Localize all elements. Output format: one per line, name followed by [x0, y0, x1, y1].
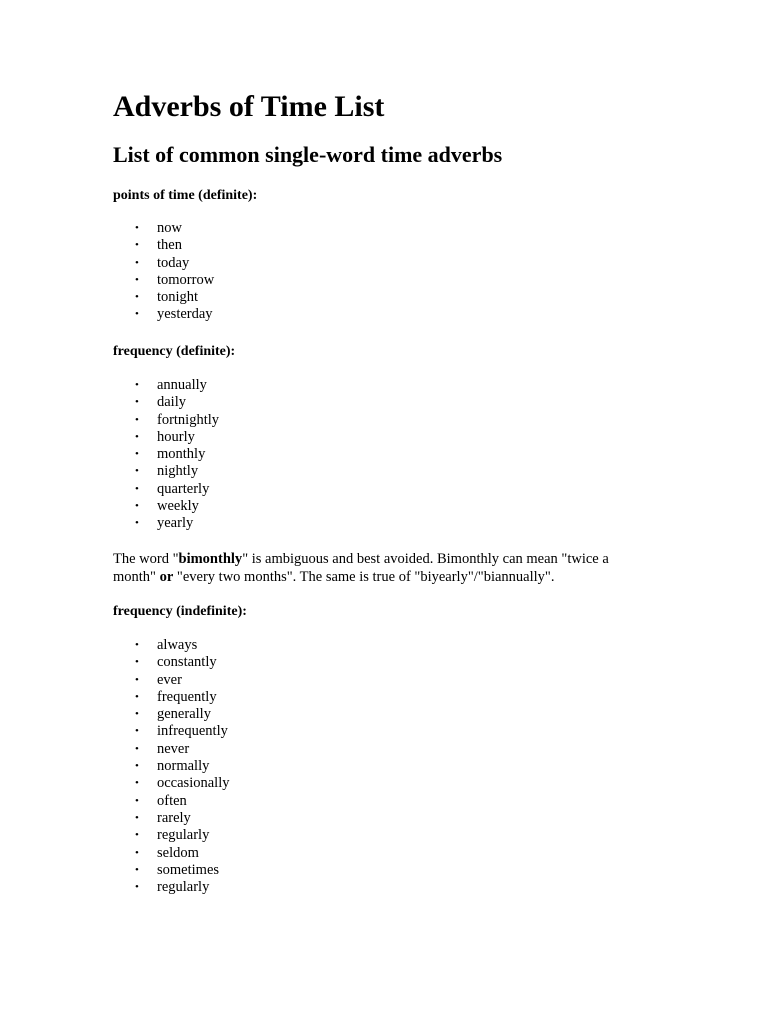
list-item	[113, 481, 219, 498]
page-title: Adverbs of Time List	[113, 90, 385, 123]
bullet-icon: •	[135, 482, 139, 495]
adverb-text: daily	[157, 394, 186, 411]
note-text: The word "	[113, 551, 179, 567]
adverb-text: occasionally	[157, 775, 230, 792]
bullet-icon: •	[135, 639, 139, 651]
adverb-text: monthly	[157, 446, 206, 463]
list-item	[113, 654, 229, 671]
adverb-text: yearly	[157, 515, 194, 532]
section-heading-frequency-definite: frequency (definite):	[113, 344, 236, 359]
bullet-icon: •	[135, 239, 139, 252]
list-item	[113, 220, 214, 237]
bullet-icon: •	[135, 690, 139, 703]
page-subtitle: List of common single-word time adverbs	[113, 142, 503, 167]
note-term-or: or	[159, 569, 174, 585]
adverb-text: never	[157, 740, 190, 757]
bullet-icon: •	[135, 863, 139, 876]
bullet-icon: •	[135, 811, 139, 824]
adverb-text: tonight	[157, 289, 199, 306]
section-heading-frequency-indefinite: frequency (indefinite):	[113, 604, 247, 619]
list-item	[113, 672, 229, 689]
list-item	[113, 741, 229, 758]
adverb-text: sometimes	[157, 861, 220, 878]
adverb-text: frequently	[157, 688, 217, 705]
adverb-text: infrequently	[157, 723, 228, 740]
list-item	[113, 498, 219, 515]
adverb-text: seldom	[157, 844, 199, 861]
bullet-icon: •	[135, 379, 139, 391]
list-item	[113, 637, 229, 654]
list-item	[113, 689, 229, 706]
bullet-icon: •	[135, 413, 139, 426]
adverb-text: regularly	[157, 879, 210, 896]
bullet-icon: •	[135, 725, 139, 738]
list-item	[113, 793, 229, 810]
adverb-text: rarely	[157, 809, 191, 826]
adverb-text: nightly	[157, 463, 199, 480]
list-item	[113, 306, 214, 323]
list-item	[113, 237, 214, 254]
list-item	[113, 827, 229, 844]
list-item	[113, 377, 219, 394]
adverb-list-points-of-time	[113, 220, 214, 324]
list-item	[113, 272, 214, 289]
bullet-icon: •	[135, 222, 139, 234]
bullet-icon: •	[135, 742, 139, 755]
adverb-text: today	[157, 254, 190, 271]
bullet-icon: •	[135, 829, 139, 842]
list-item	[113, 255, 214, 272]
adverb-text: always	[157, 637, 198, 653]
list-item	[113, 706, 229, 723]
adverb-text: annually	[157, 377, 207, 393]
bullet-icon: •	[135, 760, 139, 773]
adverb-text: regularly	[157, 827, 210, 844]
list-item	[113, 845, 229, 862]
bullet-icon: •	[135, 256, 139, 269]
bullet-icon: •	[135, 430, 139, 443]
section-heading-points-of-time: points of time (definite):	[113, 188, 258, 203]
adverb-text: now	[157, 220, 182, 236]
list-item	[113, 446, 219, 463]
adverb-text: hourly	[157, 428, 195, 445]
bullet-icon: •	[135, 517, 139, 530]
adverb-text: generally	[157, 706, 211, 723]
list-item	[113, 775, 229, 792]
note-text: " is ambiguous and best avoided. Bimonthly can mean "twice a month"	[113, 551, 609, 585]
list-item	[113, 515, 219, 532]
bullet-icon: •	[135, 881, 139, 894]
bimonthly-note	[113, 550, 643, 586]
bullet-icon: •	[135, 465, 139, 478]
bullet-icon: •	[135, 656, 139, 669]
adverb-text: normally	[157, 758, 210, 775]
list-item	[113, 429, 219, 446]
list-item	[113, 394, 219, 411]
note-term-bimonthly: bimonthly	[178, 551, 243, 567]
bullet-icon: •	[135, 500, 139, 513]
note-text: "every two months". The same is true of "biyearly"/"biannually".	[173, 569, 555, 585]
bullet-icon: •	[135, 273, 139, 286]
bullet-icon: •	[135, 673, 139, 686]
bullet-icon: •	[135, 777, 139, 790]
list-item	[113, 810, 229, 827]
adverb-text: then	[157, 237, 182, 254]
adverb-list-frequency-indefinite	[113, 637, 229, 896]
list-item	[113, 463, 219, 480]
bullet-icon: •	[135, 448, 139, 461]
bullet-icon: •	[135, 846, 139, 859]
adverb-text: weekly	[157, 498, 199, 515]
adverb-text: often	[157, 792, 187, 809]
adverb-list-frequency-definite	[113, 377, 219, 533]
adverb-text: yesterday	[157, 306, 213, 323]
adverb-text: tomorrow	[157, 271, 215, 288]
bullet-icon: •	[135, 708, 139, 721]
adverb-text: quarterly	[157, 480, 210, 497]
list-item	[113, 412, 219, 429]
bullet-icon: •	[135, 291, 139, 304]
bullet-icon: •	[135, 308, 139, 321]
list-item	[113, 723, 229, 740]
list-item	[113, 879, 229, 896]
list-item	[113, 758, 229, 775]
bullet-icon: •	[135, 396, 139, 409]
adverb-text: fortnightly	[157, 411, 220, 428]
bullet-icon: •	[135, 794, 139, 807]
list-item	[113, 289, 214, 306]
adverb-text: ever	[157, 671, 182, 688]
list-item	[113, 862, 229, 879]
adverb-text: constantly	[157, 654, 217, 671]
